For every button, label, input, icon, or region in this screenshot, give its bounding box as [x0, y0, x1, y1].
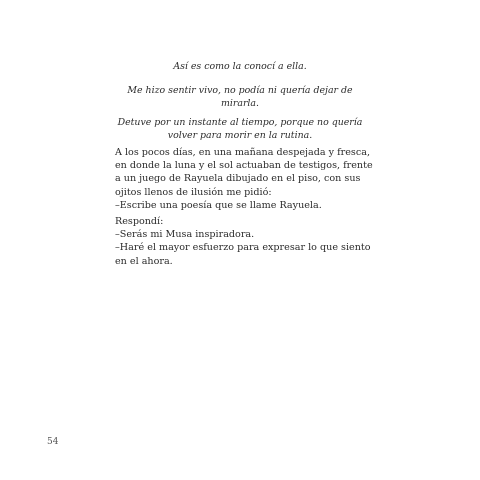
- prose-line: en donde la luna y el sol actuaban de testigos, frente: [115, 160, 373, 172]
- prose-line: –Serás mi Musa inspiradora.: [115, 229, 255, 241]
- prose-line: –Haré el mayor esfuerzo para expresar lo que siento: [115, 242, 371, 254]
- verse-line: mirarla.: [220, 98, 259, 109]
- verse-line: Detuve por un instante al tiempo, porque no quería: [117, 117, 363, 128]
- prose-line: –Escribe una poesía que se llame Rayuela.: [115, 199, 322, 211]
- prose-line: ojitos llenos de ilusión me pidió:: [115, 186, 272, 198]
- verse-stanza-1: [115, 60, 365, 73]
- verse-line: Así es como la conocí a ella.: [173, 61, 307, 72]
- prose-line: A los pocos días, en una mañana despejada y fresca,: [115, 147, 370, 158]
- verse-stanza-3: [115, 116, 365, 142]
- prose-line: en el ahora.: [115, 255, 173, 267]
- prose-line: Respondí:: [115, 216, 164, 227]
- prose-paragraph-2: [115, 215, 380, 268]
- prose-line: a un juego de Rayuela dibujado en el piso, con sus: [115, 173, 361, 185]
- verse-line: Me hizo sentir vivo, no podía ni quería dejar de: [127, 85, 353, 96]
- verse-line: volver para morir en la rutina.: [167, 130, 313, 141]
- verse-stanza-2: [115, 84, 365, 110]
- prose-paragraph-1: [115, 146, 380, 212]
- page-number: 54: [47, 437, 59, 447]
